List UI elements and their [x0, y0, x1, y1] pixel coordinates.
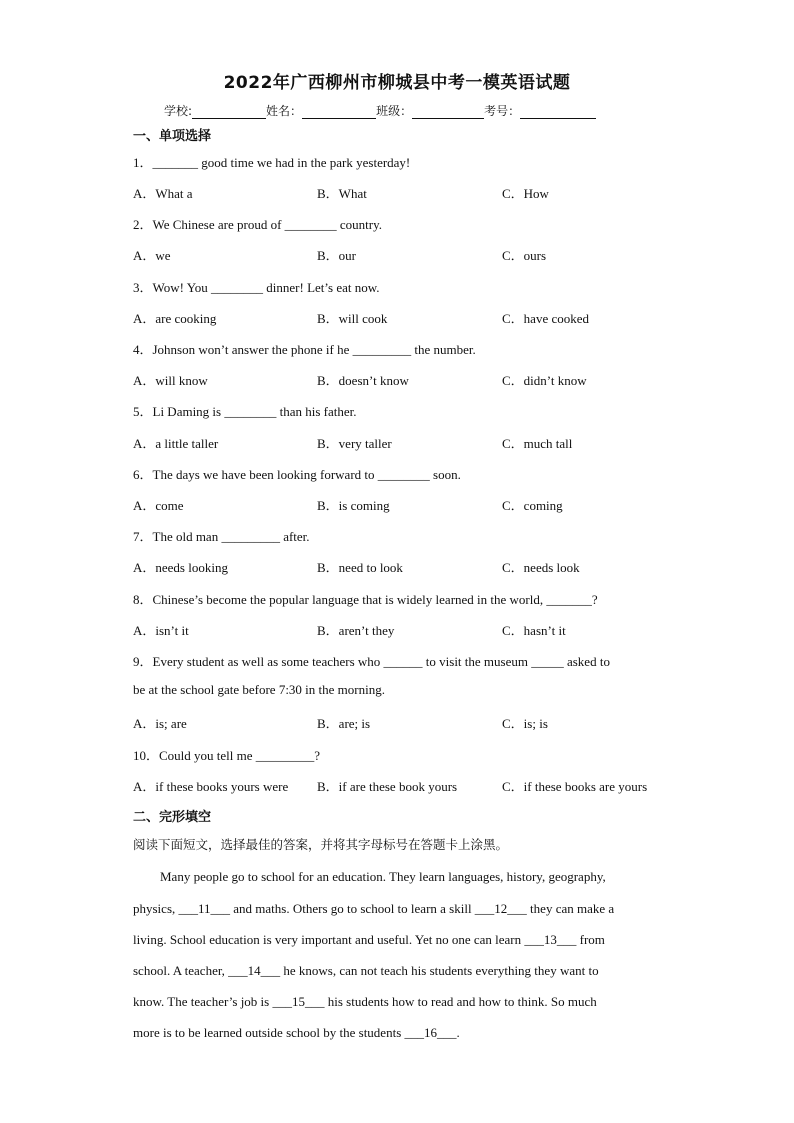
option-c: C．coming	[502, 498, 563, 513]
option-a: A．What a	[133, 186, 193, 201]
question-stem: 2．We Chinese are proud of ________ country.	[133, 217, 383, 232]
passage-line: Many people go to school for an education. They learn languages, history, geography,	[160, 869, 606, 884]
option-a: A．isn’t it	[133, 623, 189, 638]
question-stem: 6．The days we have been looking forward to ________ soon.	[133, 467, 461, 482]
question-stem: 5．Li Daming is ________ than his father.	[133, 404, 357, 419]
passage-line: living. School education is very important and useful. Yet no one can learn ___13___ from	[133, 932, 605, 947]
option-c: C．ours	[502, 248, 547, 263]
option-c: C．have cooked	[502, 311, 590, 326]
passage-line: know. The teacher’s job is ___15___ his students how to read and how to think. So much	[133, 994, 597, 1009]
section2-heading: 二、完形填空	[133, 810, 212, 825]
option-b: B．aren’t they	[317, 623, 395, 638]
name-blank	[302, 105, 376, 119]
option-b: B．very taller	[317, 436, 392, 451]
question-stem-continued: be at the school gate before 7:30 in the morning.	[133, 682, 385, 697]
question-stem: 10．Could you tell me _________?	[133, 748, 321, 763]
option-b: B．is coming	[317, 498, 390, 513]
option-a: A．we	[133, 248, 171, 263]
class-blank	[412, 105, 484, 119]
page-title: 2022年广西柳州市柳城县中考一模英语试题	[223, 73, 571, 93]
question-stem: 1．_______ good time we had in the park yesterday!	[133, 155, 411, 170]
option-b: B．if are these book yours	[317, 779, 458, 794]
option-c: C．didn’t know	[502, 373, 587, 388]
option-a: A．a little taller	[133, 436, 219, 451]
option-a: A．will know	[133, 373, 208, 388]
option-c: C．if these books are yours	[502, 779, 648, 794]
student-info-row	[164, 102, 596, 119]
option-a: A．is; are	[133, 716, 187, 731]
option-b: B．are; is	[317, 716, 371, 731]
section2-instruction: 阅读下面短文，选择最佳的答案，并将其字母标号在答题卡上涂黑。	[133, 837, 509, 852]
option-a: A．come	[133, 498, 184, 513]
passage-line: school. A teacher, ___14___ he knows, can not teach his students everything they want to	[133, 963, 599, 978]
option-b: B．What	[317, 186, 367, 201]
option-b: B．need to look	[317, 560, 403, 575]
option-b: B．our	[317, 248, 357, 263]
passage-line: physics, ___11___ and maths. Others go to school to learn a skill ___12___ they can make a	[133, 901, 615, 916]
option-c: C．hasn’t it	[502, 623, 566, 638]
option-c: C．needs look	[502, 560, 580, 575]
name-label: 姓名：	[266, 104, 303, 118]
option-c: C．How	[502, 186, 549, 201]
option-c: C．is; is	[502, 716, 548, 731]
class-label: 班级：	[376, 104, 413, 118]
option-c: C．much tall	[502, 436, 573, 451]
school-blank	[192, 105, 266, 119]
question-stem: 7．The old man _________ after.	[133, 529, 310, 544]
option-b: B．will cook	[317, 311, 388, 326]
option-a: A．are cooking	[133, 311, 217, 326]
question-stem: 9．Every student as well as some teachers who ______ to visit the museum _____ asked to	[133, 654, 610, 669]
question-stem: 4．Johnson won’t answer the phone if he _________ the number.	[133, 342, 476, 357]
school-label: 学校:	[164, 104, 193, 118]
passage-line: more is to be learned outside school by the students ___16___.	[133, 1025, 460, 1040]
question-stem: 3．Wow! You ________ dinner! Let’s eat now.	[133, 280, 380, 295]
section1-heading: 一、单项选择	[133, 129, 212, 144]
option-b: B．doesn’t know	[317, 373, 409, 388]
option-a: A．needs looking	[133, 560, 228, 575]
number-blank	[520, 105, 596, 119]
question-stem: 8．Chinese’s become the popular language that is widely learned in the world, _______?	[133, 592, 598, 607]
number-label: 考号：	[484, 104, 521, 118]
option-a: A．if these books yours were	[133, 779, 289, 794]
